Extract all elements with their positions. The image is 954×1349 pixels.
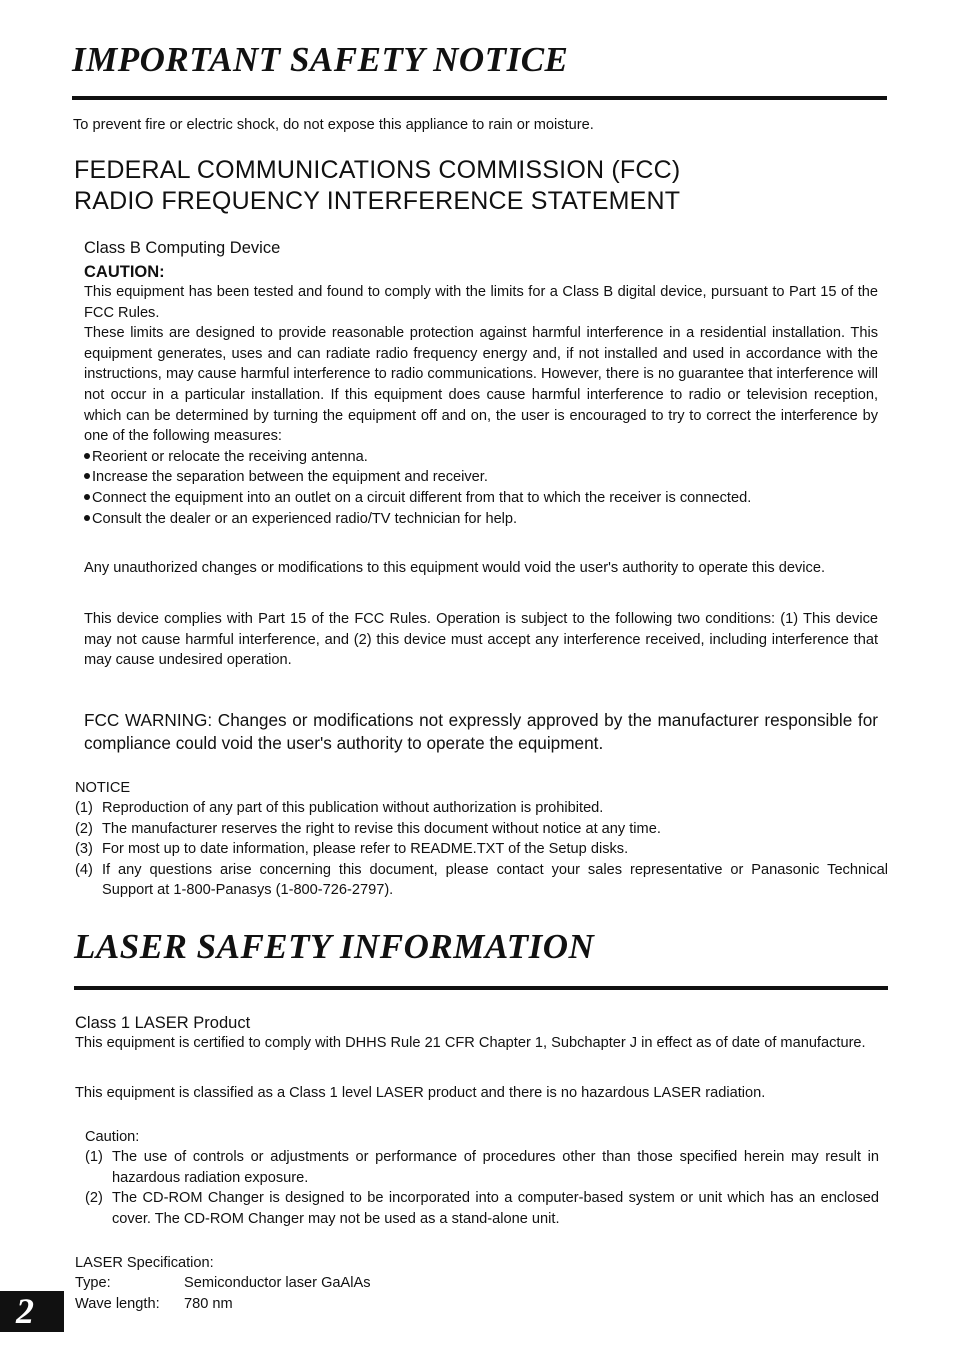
fcc-heading-line1: FEDERAL COMMUNICATIONS COMMISSION (FCC) bbox=[74, 156, 681, 184]
laser-title-rule bbox=[74, 986, 888, 990]
laser-spec-row: Type: Semiconductor laser GaAlAs bbox=[75, 1275, 371, 1291]
laser-caution-item: (1) The use of controls or adjustments or performance of procedures other than those specified herein may result in hazardous radiation exposure. bbox=[85, 1149, 879, 1186]
notice-list bbox=[75, 798, 888, 901]
fcc-para3: Any unauthorized changes or modifications to this equipment would void the user's authority to operate this device. bbox=[84, 560, 826, 576]
fcc-para4: This device complies with Part 15 of the FCC Rules. Operation is subject to the following two conditions: (1) This device may not cause harmful interference, and (2) this device must accept any interference received, including interference that may cause undesired operation. bbox=[84, 611, 878, 669]
laser-para1: This equipment is certified to comply with DHHS Rule 21 CFR Chapter 1, Subchapter J in effect as of date of manufacture. bbox=[75, 1035, 866, 1051]
bullet-dot-icon bbox=[84, 494, 90, 500]
safety-intro: To prevent fire or electric shock, do not expose this appliance to rain or moisture. bbox=[73, 117, 594, 133]
laser-spec-table bbox=[75, 1273, 371, 1314]
fcc-bullet: Consult the dealer or an experienced radio/TV technician for help. bbox=[84, 509, 878, 530]
notice-item: (3) For most up to date information, please refer to README.TXT of the Setup disks. bbox=[75, 841, 629, 858]
laser-spec-label: LASER Specification: bbox=[75, 1255, 214, 1271]
bullet-dot-icon bbox=[84, 453, 90, 459]
fcc-para2: These limits are designed to provide reasonable protection against harmful interference in a residential installation. This equipment generates, uses and can radiate radio frequency energy and, if not installed and used in accordance with the instructions, may cause harmful interference to radio communications. However, there is no guarantee that interference will not occur in a particular installation. If this equipment does cause harmful interference to radio or television reception, which can be determined by turning the equipment off and on, the user is encouraged to try to correct the interference by one of the following measures: bbox=[84, 325, 878, 445]
notice-item: (2) The manufacturer reserves the right to revise this document without notice at any time. bbox=[75, 820, 661, 837]
safety-title: IMPORTANT SAFETY NOTICE bbox=[72, 40, 569, 79]
notice-item: (1) Reproduction of any part of this publication without authorization is prohibited. bbox=[75, 800, 604, 816]
safety-title-rule bbox=[72, 96, 887, 100]
laser-spec-row: Wave length: 780 nm bbox=[75, 1295, 233, 1312]
laser-title: LASER SAFETY INFORMATION bbox=[74, 927, 595, 966]
laser-caution-label: Caution: bbox=[85, 1129, 140, 1145]
fcc-class-b: Class B Computing Device bbox=[84, 239, 281, 257]
laser-class-label: Class 1 LASER Product bbox=[75, 1014, 251, 1032]
laser-caution-item: (2) The CD-ROM Changer is designed to be incorporated into a computer-based system or unit which has an enclosed cover. The CD-ROM Changer may not be used as a stand-alone unit. bbox=[85, 1190, 879, 1227]
fcc-heading-line2: RADIO FREQUENCY INTERFERENCE STATEMENT bbox=[74, 187, 681, 215]
laser-caution-list bbox=[85, 1147, 879, 1229]
fcc-body bbox=[84, 282, 878, 529]
notice-item: (4) If any questions arise concerning this document, please contact your sales representative or Panasonic Technical Support at 1-800-Panasys (1-800-726-2797). bbox=[75, 861, 888, 899]
page-number: 2 bbox=[0, 1291, 64, 1332]
notice-label: NOTICE bbox=[75, 780, 131, 796]
laser-para2: This equipment is classified as a Class 1 level LASER product and there is no hazardous LASER radiation. bbox=[75, 1085, 766, 1101]
fcc-bullet: Increase the separation between the equipment and receiver. bbox=[84, 467, 878, 488]
fcc-bullet: Reorient or relocate the receiving antenna. bbox=[84, 447, 878, 468]
bullet-dot-icon bbox=[84, 473, 90, 479]
bullet-dot-icon bbox=[84, 515, 90, 521]
fcc-warning: FCC WARNING: Changes or modifications not expressly approved by the manufacturer responsible for compliance could void the user's authority to operate the equipment. bbox=[84, 710, 878, 753]
fcc-caution-label: CAUTION: bbox=[84, 263, 165, 281]
fcc-para1: This equipment has been tested and found to comply with the limits for a Class B digital device, pursuant to Part 15 of the FCC Rules. bbox=[84, 284, 878, 321]
fcc-bullet: Connect the equipment into an outlet on a circuit different from that to which the receiver is connected. bbox=[84, 488, 878, 509]
